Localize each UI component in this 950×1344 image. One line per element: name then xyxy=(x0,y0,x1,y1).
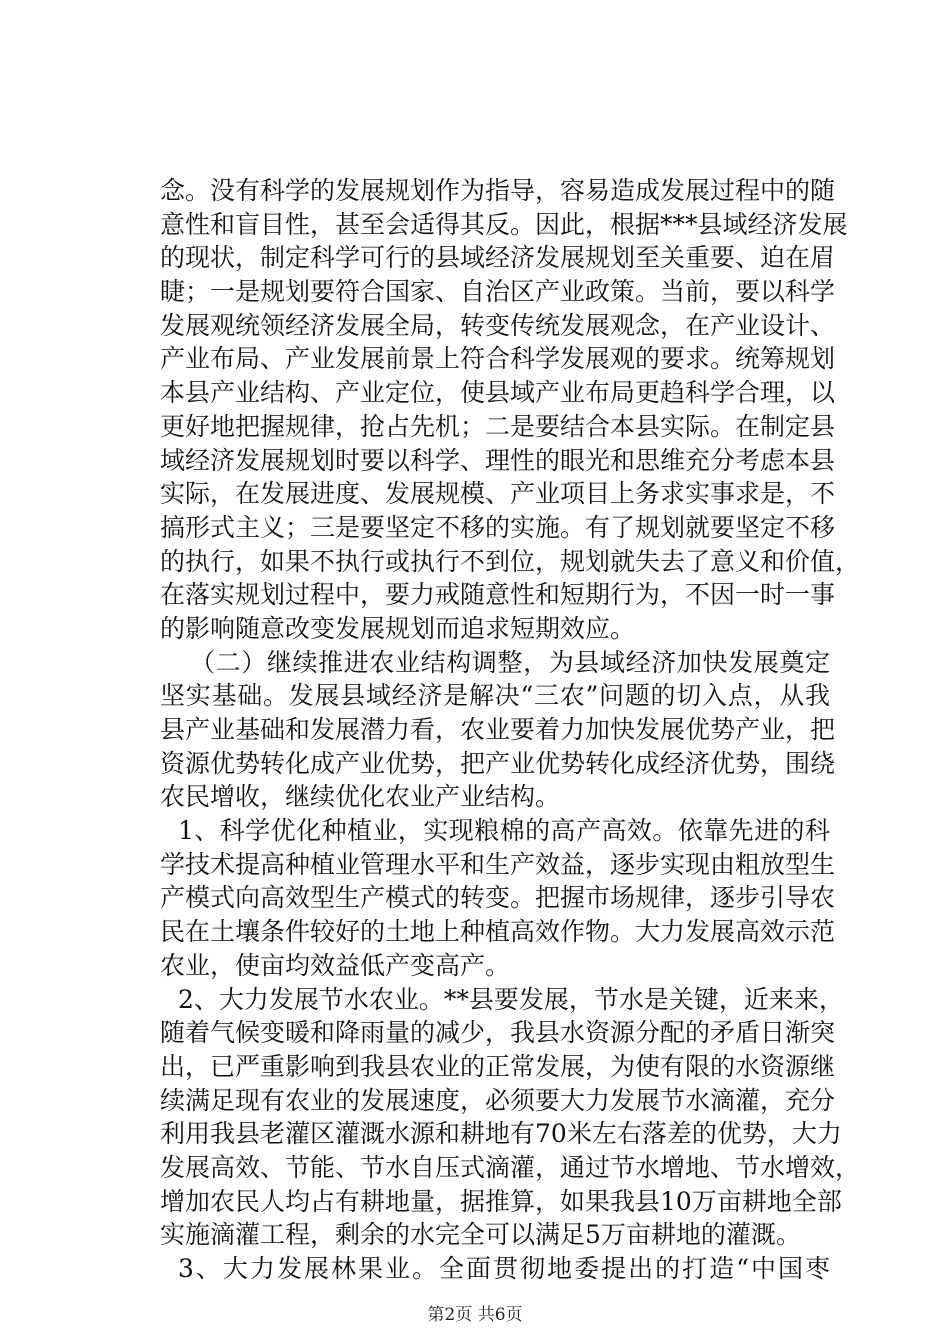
text-line: 增加农民人均占有耕地量，据推算，如果我县10万亩耕地全部 xyxy=(160,1186,842,1216)
text-line: 坚实基础。发展县域经济是解决“三农”问题的切入点，从我 xyxy=(160,681,830,711)
list-item-line: 2、大力发展节水农业。**县要发展，节水是关键，近来来， xyxy=(178,984,844,1014)
text-line: 续满足现有农业的发展速度，必须要大力发展节水滴灌，充分 xyxy=(160,1085,836,1115)
text-line: 出，已严重影响到我县农业的正常发展，为使有限的水资源继 xyxy=(160,1051,836,1081)
text-line: 民在土壤条件较好的土地上种植高效作物。大力发展高效示范 xyxy=(160,917,836,947)
document-body xyxy=(160,174,861,1286)
text-line: 资源优势转化成产业优势，把产业优势转化成经济优势，围绕 xyxy=(160,748,836,778)
text-line: 随着气候变暖和降雨量的减少，我县水资源分配的矛盾日渐突 xyxy=(160,1018,836,1048)
text-line: 的影响随意改变发展规划而追求短期效应。 xyxy=(160,613,636,643)
text-line: 的执行，如果不执行或执行不到位，规划就失去了意义和价值， xyxy=(160,546,861,576)
text-line: 念。没有科学的发展规划作为指导，容易造成发展过程中的随 xyxy=(160,176,836,205)
text-line: 县产业基础和发展潜力看，农业要着力加快发展优势产业，把 xyxy=(160,715,836,744)
text-line: 本县产业结构、产业定位，使县域产业布局更趋科学合理，以 xyxy=(160,378,836,408)
text-line: 搞形式主义；三是要坚定不移的实施。有了规划就要坚定不移 xyxy=(160,512,836,542)
text-line: 农业，使亩均效益低产变高产。 xyxy=(160,950,511,980)
text-line: 产业布局、产业发展前景上符合科学发展观的要求。统筹规划 xyxy=(160,344,836,374)
text-line: 域经济发展规划时要以科学、理性的眼光和思维充分考虑本县 xyxy=(160,445,836,475)
text-line: 农民增收，继续优化农业产业结构。 xyxy=(160,782,561,812)
text-line: 实际，在发展进度、发展规模、产业项目上务求实事求是，不 xyxy=(160,479,836,509)
list-item-line: 1、科学优化种植业，实现粮棉的高产高效。依靠先进的科 xyxy=(178,816,830,846)
text-line: 学技术提高种植业管理水平和生产效益，逐步实现由粗放型生 xyxy=(160,849,836,879)
text-line: 利用我县老灌区灌溉水源和耕地有70米左右落差的优势，大力 xyxy=(160,1119,842,1149)
text-line: 发展高效、节能、节水自压式滴灌，通过节水增地、节水增效， xyxy=(160,1152,861,1182)
section-heading-line: （二）继续推进农业结构调整，为县域经济加快发展奠定 xyxy=(190,647,830,677)
text-line: 意性和盲目性，甚至会适得其反。因此，根据***县域经济发展 xyxy=(160,209,848,239)
text-line: 的现状，制定科学可行的县域经济发展规划至关重要、迫在眉 xyxy=(160,243,836,273)
list-item-line: 3、大力发展林果业。全面贯彻地委提出的打造“中国枣 xyxy=(178,1254,830,1283)
text-line: 发展观统领经济发展全局，转变传统发展观念，在产业设计、 xyxy=(160,310,836,340)
text-line: 在落实规划过程中，要力戒随意性和短期行为，不因一时一事 xyxy=(160,580,836,610)
text-line: 更好地把握规律，抢占先机；二是要结合本县实际。在制定县 xyxy=(160,411,836,441)
text-line: 睫；一是规划要符合国家、自治区产业政策。当前，要以科学 xyxy=(160,277,836,307)
text-line: 实施滴灌工程，剩余的水完全可以满足5万亩耕地的灌溉。 xyxy=(160,1220,801,1250)
page-footer: 第2页 共6页 xyxy=(427,1305,523,1325)
text-line: 产模式向高效型生产模式的转变。把握市场规律，逐步引导农 xyxy=(160,883,836,913)
